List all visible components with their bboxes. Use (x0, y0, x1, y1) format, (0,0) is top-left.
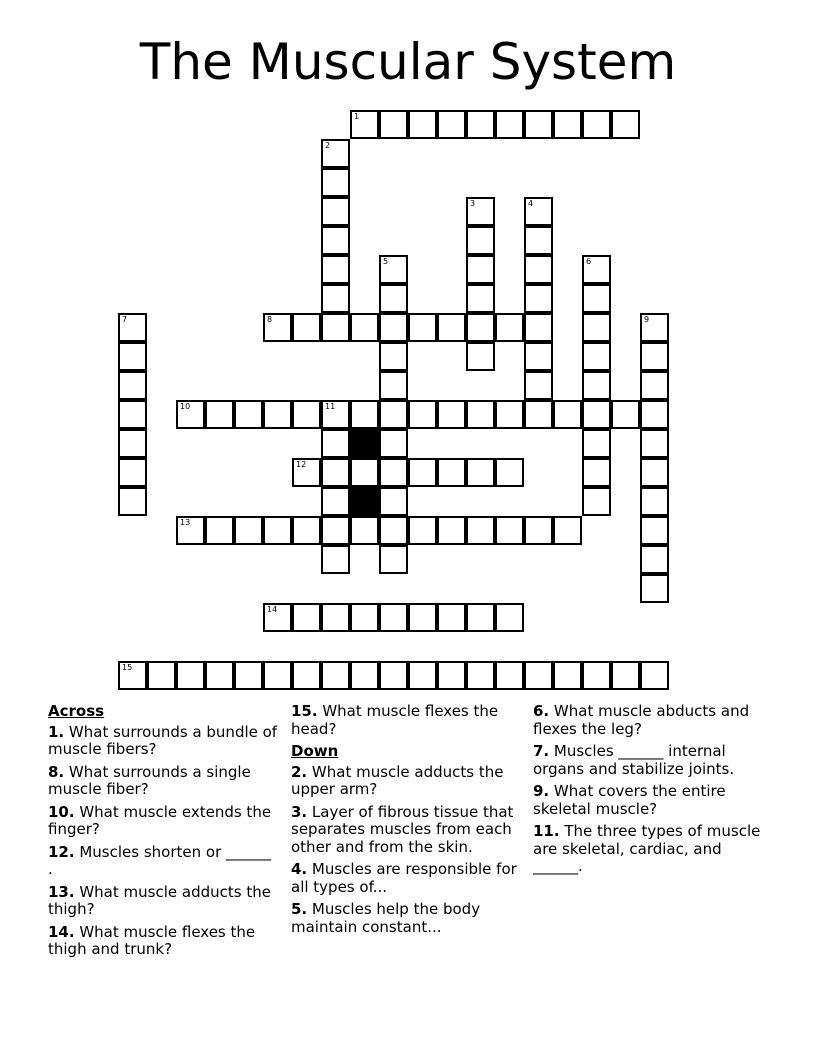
clue-item (533, 823, 765, 876)
grid-cell[interactable] (321, 284, 350, 313)
grid-cell[interactable] (408, 458, 437, 487)
grid-cell[interactable] (437, 313, 466, 342)
grid-cell[interactable] (379, 487, 408, 516)
grid-cell[interactable] (466, 255, 495, 284)
clue-item (533, 743, 765, 778)
clue-text: What muscle adducts the thigh? (48, 882, 271, 918)
grid-cell[interactable] (553, 516, 582, 545)
grid-cell[interactable] (466, 661, 495, 690)
grid-cell[interactable] (379, 255, 408, 284)
grid-cell[interactable] (292, 313, 321, 342)
clue-number: 1. (48, 722, 65, 741)
clue-text: Muscles are responsible for all types of... (291, 860, 517, 896)
grid-cell[interactable] (379, 371, 408, 400)
grid-cell[interactable] (640, 661, 669, 690)
grid-cell[interactable] (350, 458, 379, 487)
grid-cell[interactable] (466, 458, 495, 487)
grid-cell[interactable] (118, 661, 147, 690)
grid-cell[interactable] (292, 516, 321, 545)
grid-cell[interactable] (524, 284, 553, 313)
clue-item (291, 703, 523, 738)
grid-cell[interactable] (553, 661, 582, 690)
grid-cell[interactable] (524, 313, 553, 342)
clue-number-label: 3 (470, 199, 476, 208)
grid-cell[interactable] (321, 226, 350, 255)
grid-cell[interactable] (379, 313, 408, 342)
grid-cell[interactable] (205, 400, 234, 429)
grid-cell[interactable] (582, 487, 611, 516)
clue-text: Muscles ______ internal organs and stabilize joints. (533, 742, 735, 778)
clue-number: 6. (533, 702, 550, 720)
grid-cell[interactable] (234, 661, 263, 690)
grid-cell[interactable] (321, 545, 350, 574)
grid-cell[interactable] (234, 400, 263, 429)
grid-cell[interactable] (640, 516, 669, 545)
clue-number: 10. (48, 802, 75, 821)
clue-text: What muscle adducts the upper arm? (291, 762, 504, 798)
grid-block (350, 429, 379, 458)
grid-cell[interactable] (466, 197, 495, 226)
grid-cell[interactable] (176, 400, 205, 429)
grid-cell[interactable] (495, 661, 524, 690)
clue-number: 9. (533, 782, 550, 800)
clue-item (48, 844, 280, 879)
clue-number-label: 11 (325, 402, 336, 411)
grid-cell[interactable] (321, 400, 350, 429)
grid-cell[interactable] (118, 313, 147, 342)
clue-text: Layer of fibrous tissue that separates muscles from each other and from the skin. (291, 802, 514, 856)
grid-cell[interactable] (379, 284, 408, 313)
grid-cell[interactable] (321, 313, 350, 342)
clue-number: 8. (48, 762, 65, 781)
grid-cell[interactable] (640, 458, 669, 487)
grid-cell[interactable] (495, 313, 524, 342)
grid-cell[interactable] (147, 661, 176, 690)
clue-text: Muscles help the body maintain constant... (291, 900, 481, 936)
grid-cell[interactable] (408, 110, 437, 139)
grid-cell[interactable] (466, 400, 495, 429)
grid-cell[interactable] (263, 603, 292, 632)
clue-number-label: 13 (180, 518, 191, 527)
clue-number-label: 5 (383, 257, 389, 266)
clues-column-2 (291, 703, 523, 941)
grid-cell[interactable] (582, 255, 611, 284)
grid-cell[interactable] (582, 371, 611, 400)
grid-cell[interactable] (466, 313, 495, 342)
grid-cell[interactable] (408, 516, 437, 545)
grid-cell[interactable] (292, 458, 321, 487)
clue-number-label: 7 (122, 315, 128, 324)
clue-item (291, 804, 523, 857)
grid-cell[interactable] (524, 197, 553, 226)
grid-cell[interactable] (582, 661, 611, 690)
clue-text: What surrounds a bundle of muscle fibers? (48, 722, 278, 758)
grid-cell[interactable] (379, 400, 408, 429)
grid-cell[interactable] (437, 458, 466, 487)
grid-cell[interactable] (321, 661, 350, 690)
grid-cell[interactable] (466, 226, 495, 255)
grid-cell[interactable] (640, 342, 669, 371)
grid-cell[interactable] (350, 661, 379, 690)
clue-number-label: 2 (325, 141, 331, 150)
grid-cell[interactable] (263, 516, 292, 545)
clue-number-label: 1 (354, 112, 360, 121)
grid-cell[interactable] (118, 429, 147, 458)
grid-cell[interactable] (524, 255, 553, 284)
grid-cell[interactable] (321, 516, 350, 545)
grid-cell[interactable] (205, 661, 234, 690)
across-heading: Across (48, 702, 105, 720)
clue-item (48, 764, 280, 799)
grid-cell[interactable] (582, 284, 611, 313)
grid-cell[interactable] (582, 458, 611, 487)
grid-cell[interactable] (582, 110, 611, 139)
clue-item (291, 861, 523, 896)
grid-cell[interactable] (524, 400, 553, 429)
grid-cell[interactable] (437, 110, 466, 139)
grid-cell[interactable] (350, 400, 379, 429)
grid-cell[interactable] (176, 661, 205, 690)
grid-cell[interactable] (379, 545, 408, 574)
grid-cell[interactable] (495, 516, 524, 545)
grid-cell[interactable] (408, 313, 437, 342)
grid-cell[interactable] (524, 110, 553, 139)
grid-cell[interactable] (466, 516, 495, 545)
clue-text: What covers the entire skeletal muscle? (533, 782, 726, 818)
grid-cell[interactable] (466, 110, 495, 139)
grid-cell[interactable] (640, 371, 669, 400)
grid-cell[interactable] (321, 429, 350, 458)
clue-number: 15. (291, 702, 318, 720)
clue-text: The three types of muscle are skeletal, cardiac, and ______. (533, 822, 761, 875)
clue-text: What muscle flexes the thigh and trunk? (48, 922, 256, 958)
grid-cell[interactable] (408, 661, 437, 690)
grid-cell[interactable] (176, 516, 205, 545)
grid-cell[interactable] (553, 110, 582, 139)
grid-cell[interactable] (321, 197, 350, 226)
clue-number-label: 10 (180, 402, 191, 411)
grid-cell[interactable] (582, 429, 611, 458)
grid-cell[interactable] (350, 110, 379, 139)
grid-cell[interactable] (640, 487, 669, 516)
clue-text: What muscle extends the finger? (48, 802, 272, 838)
grid-cell[interactable] (495, 400, 524, 429)
grid-cell[interactable] (495, 458, 524, 487)
down-heading: Down (291, 742, 339, 760)
grid-cell[interactable] (118, 487, 147, 516)
grid-cell[interactable] (205, 516, 234, 545)
grid-cell[interactable] (524, 516, 553, 545)
clue-item (48, 884, 280, 919)
grid-cell[interactable] (524, 342, 553, 371)
clue-number-label: 4 (528, 199, 534, 208)
clue-number-label: 15 (122, 663, 133, 672)
clue-number-label: 8 (267, 315, 273, 324)
grid-cell[interactable] (437, 661, 466, 690)
grid-cell[interactable] (321, 168, 350, 197)
grid-cell[interactable] (582, 342, 611, 371)
clue-number: 4. (291, 860, 308, 878)
grid-cell[interactable] (611, 110, 640, 139)
clue-number: 12. (48, 842, 75, 861)
grid-cell[interactable] (321, 139, 350, 168)
grid-cell[interactable] (350, 313, 379, 342)
grid-cell[interactable] (640, 429, 669, 458)
puzzle-title: The Muscular System (139, 33, 677, 91)
clue-text: Muscles shorten or ______ . (48, 842, 271, 878)
clue-number: 13. (48, 882, 75, 901)
grid-cell[interactable] (321, 487, 350, 516)
clue-text: What surrounds a single muscle fiber? (48, 762, 251, 798)
clue-number-label: 12 (296, 460, 307, 469)
grid-cell[interactable] (292, 661, 321, 690)
grid-cell[interactable] (466, 603, 495, 632)
grid-block (350, 487, 379, 516)
clue-number: 3. (291, 802, 308, 821)
clues-column-3 (533, 703, 765, 881)
clue-text: What muscle abducts and flexes the leg? (533, 702, 750, 738)
grid-cell[interactable] (350, 516, 379, 545)
clue-item (533, 783, 765, 818)
grid-cell[interactable] (437, 603, 466, 632)
grid-cell[interactable] (524, 661, 553, 690)
grid-cell[interactable] (118, 458, 147, 487)
grid-cell[interactable] (321, 458, 350, 487)
grid-cell[interactable] (524, 371, 553, 400)
grid-cell[interactable] (408, 603, 437, 632)
grid-cell[interactable] (640, 545, 669, 574)
clue-item (291, 764, 523, 799)
grid-cell[interactable] (379, 603, 408, 632)
clue-item (48, 924, 280, 959)
grid-cell[interactable] (118, 400, 147, 429)
grid-cell[interactable] (437, 516, 466, 545)
grid-cell[interactable] (582, 400, 611, 429)
grid-cell[interactable] (263, 661, 292, 690)
grid-cell[interactable] (466, 342, 495, 371)
grid-cell[interactable] (466, 284, 495, 313)
clue-number-label: 14 (267, 605, 278, 614)
grid-cell[interactable] (350, 603, 379, 632)
grid-cell[interactable] (611, 661, 640, 690)
grid-cell[interactable] (379, 661, 408, 690)
grid-cell[interactable] (582, 313, 611, 342)
grid-cell[interactable] (118, 371, 147, 400)
grid-cell[interactable] (611, 400, 640, 429)
clue-number-label: 6 (586, 257, 592, 266)
clue-number: 5. (291, 900, 308, 918)
clue-number: 14. (48, 922, 75, 941)
clue-text: What muscle flexes the head? (291, 702, 499, 738)
grid-cell[interactable] (495, 603, 524, 632)
clue-number: 11. (533, 822, 560, 840)
grid-cell[interactable] (524, 226, 553, 255)
clue-item (48, 724, 280, 759)
clue-item (533, 703, 765, 738)
grid-cell[interactable] (292, 400, 321, 429)
grid-cell[interactable] (379, 429, 408, 458)
grid-cell[interactable] (263, 400, 292, 429)
grid-cell[interactable] (495, 110, 524, 139)
grid-cell[interactable] (379, 110, 408, 139)
clue-number: 7. (533, 742, 550, 760)
grid-cell[interactable] (408, 400, 437, 429)
grid-cell[interactable] (640, 313, 669, 342)
grid-cell[interactable] (553, 400, 582, 429)
grid-cell[interactable] (640, 574, 669, 603)
grid-cell[interactable] (234, 516, 263, 545)
grid-cell[interactable] (321, 603, 350, 632)
clue-number: 2. (291, 762, 308, 781)
grid-cell[interactable] (263, 313, 292, 342)
grid-cell[interactable] (292, 603, 321, 632)
clues-column-1 (48, 703, 280, 964)
clue-item (291, 901, 523, 936)
grid-cell[interactable] (437, 400, 466, 429)
grid-cell[interactable] (379, 516, 408, 545)
grid-cell[interactable] (379, 458, 408, 487)
grid-cell[interactable] (379, 342, 408, 371)
clue-number-label: 9 (644, 315, 650, 324)
grid-cell[interactable] (118, 342, 147, 371)
clue-item (48, 804, 280, 839)
grid-cell[interactable] (640, 400, 669, 429)
grid-cell[interactable] (321, 255, 350, 284)
